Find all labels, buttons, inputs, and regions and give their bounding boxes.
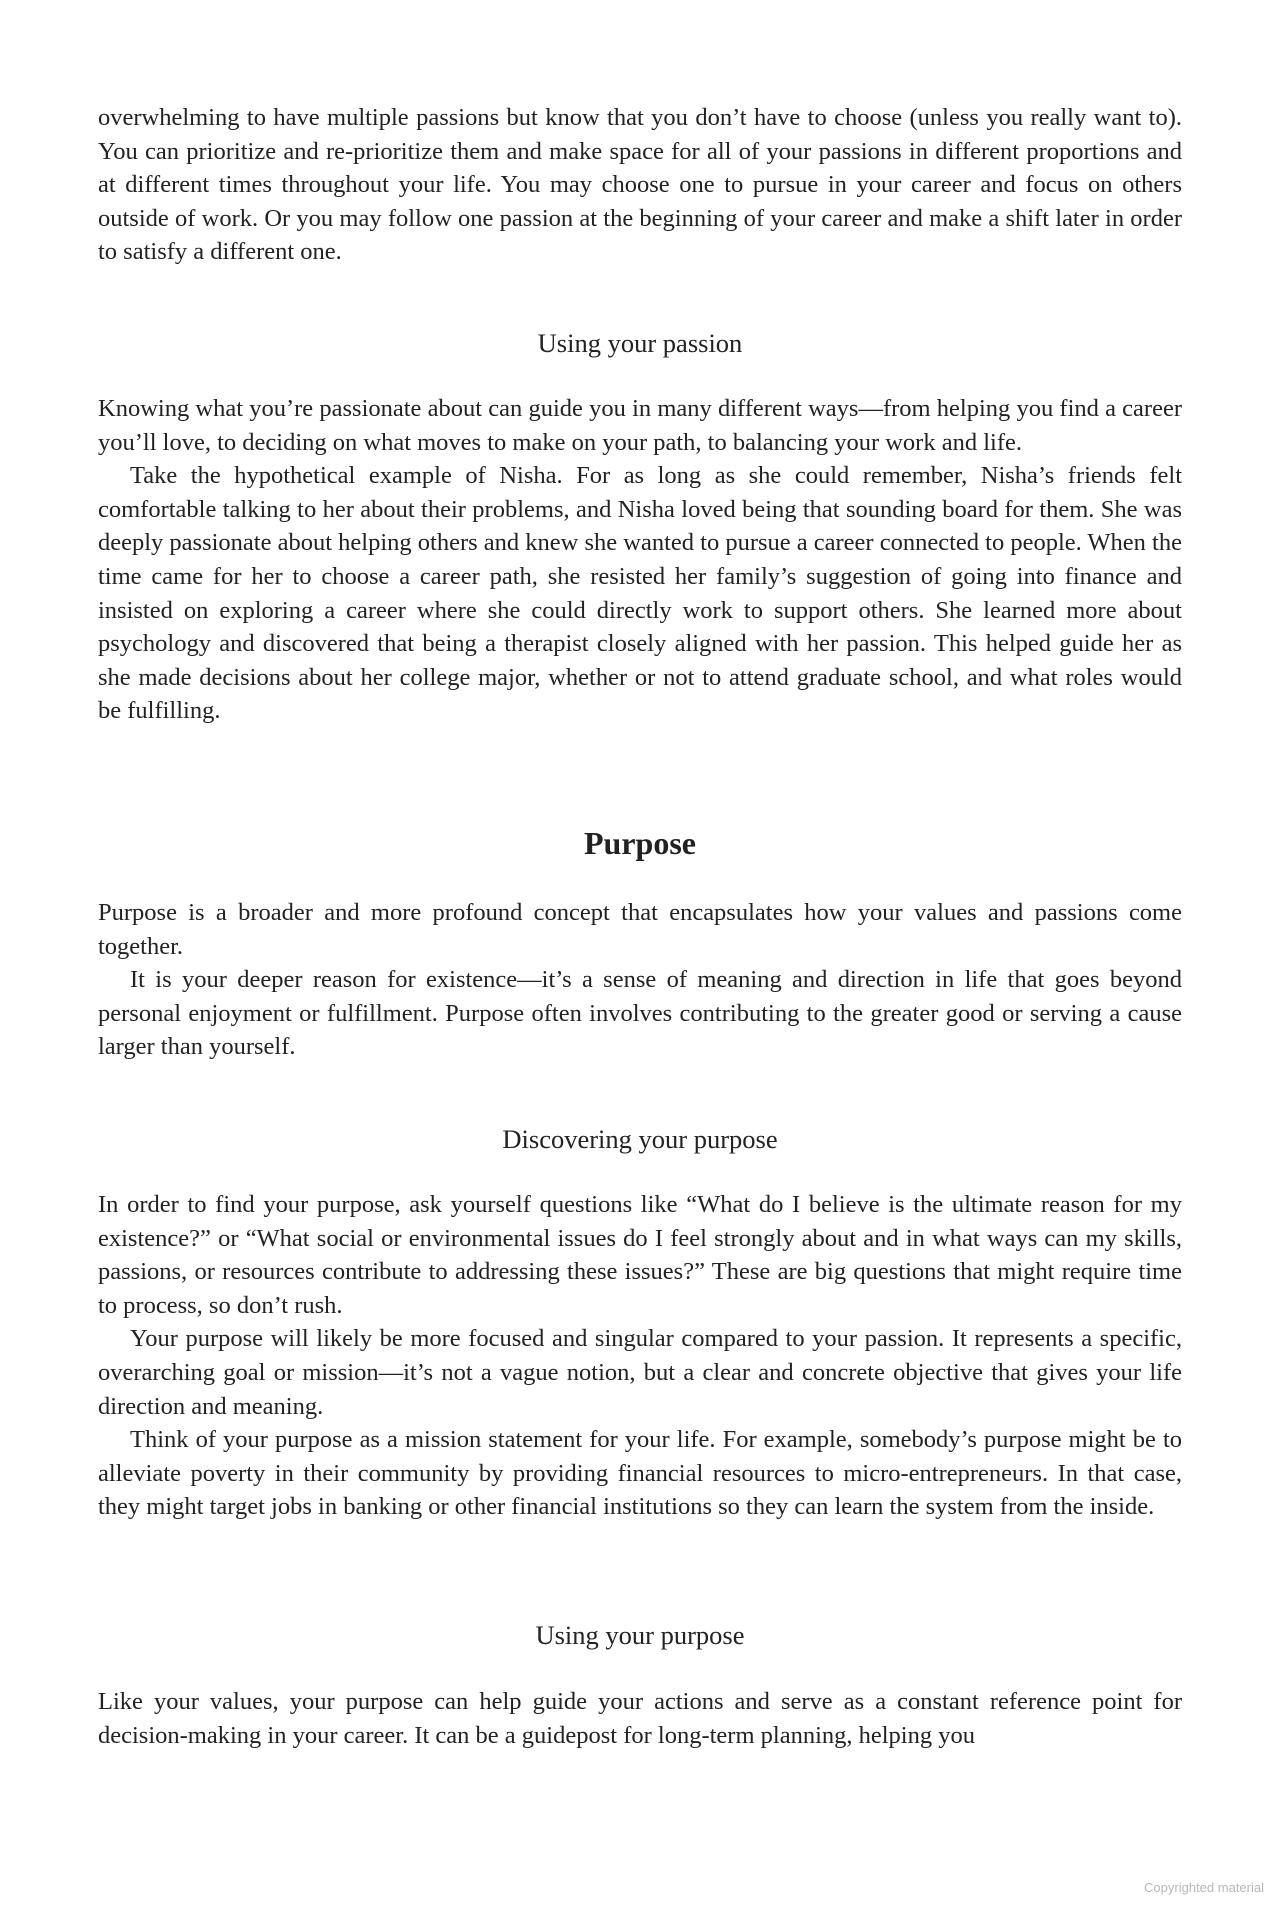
discovering-purpose-block: [98, 1188, 1182, 1524]
purpose-paragraph-2: It is your deeper reason for existence—it’s a sense of meaning and direction in life that goes beyond personal enjoyment or fulfillment. Purpose often involves contributing to the greater good or serving a cause larger than yourself.: [98, 966, 1182, 1061]
using-purpose-block: [98, 1685, 1182, 1752]
intro-paragraph: overwhelming to have multiple passions but know that you don’t have to choose (unless you really want to). You can prioritize and re-prioritize them and make space for all of your passions in different proportions and at different times throughout your life. You may choose one to pursue in your career and focus on others outside of work. Or you may follow one passion at the beginning of your career and make a shift later in order to satisfy a different one.: [98, 104, 1182, 266]
heading-using-your-passion: Using your passion: [537, 328, 743, 358]
intro-paragraph-block: [98, 101, 1182, 269]
purpose-block: [98, 896, 1182, 1064]
discovering-purpose-paragraph-3: Think of your purpose as a mission statement for your life. For example, somebody’s purpose might be to alleviate poverty in their community by providing financial resources to micro-entrepreneurs. In that case, they might target jobs in banking or other financial institutions so they can learn the system from the inside.: [98, 1426, 1182, 1521]
using-purpose-paragraph-1: Like your values, your purpose can help guide your actions and serve as a constant reference point for decision-making in your career. It can be a guidepost for long-term planning, helping you: [98, 1688, 1182, 1749]
heading-discovering-your-purpose: Discovering your purpose: [502, 1124, 778, 1154]
heading-purpose: Purpose: [584, 825, 696, 861]
heading-using-your-purpose: Using your purpose: [535, 1620, 745, 1650]
using-passion-paragraph-1: Knowing what you’re passionate about can guide you in many different ways—from helping you find a career you’ll love, to deciding on what moves to make on your path, to balancing your work and life.: [98, 395, 1182, 456]
using-passion-block: [98, 392, 1182, 728]
using-passion-paragraph-2: Take the hypothetical example of Nisha. For as long as she could remember, Nisha’s friends felt comfortable talking to her about their problems, and Nisha loved being that sounding board for them. She was deeply passionate about helping others and knew she wanted to pursue a career connected to people. When the time came for her to choose a career path, she resisted her family’s suggestion of going into finance and insisted on exploring a career where she could directly work to support others. She learned more about psychology and discovered that being a therapist closely aligned with her passion. This helped guide her as she made decisions about her college major, whether or not to attend graduate school, and what roles would be fulfilling.: [98, 462, 1182, 725]
purpose-paragraph-1: Purpose is a broader and more profound concept that encapsulates how your values and passions come together.: [98, 899, 1182, 960]
discovering-purpose-paragraph-2: Your purpose will likely be more focused and singular compared to your passion. It represents a specific, overarching goal or mission—it’s not a vague notion, but a clear and concrete objective that gives your life direction and meaning.: [98, 1325, 1182, 1420]
copyright-watermark: Copyrighted material: [1144, 1880, 1264, 1895]
discovering-purpose-paragraph-1: In order to find your purpose, ask yourself questions like “What do I believe is the ultimate reason for my existence?” or “What social or environmental issues do I feel strongly about and in what ways can my skills, passions, or resources contribute to addressing these issues?” These are big questions that might require time to process, so don’t rush.: [98, 1191, 1182, 1319]
